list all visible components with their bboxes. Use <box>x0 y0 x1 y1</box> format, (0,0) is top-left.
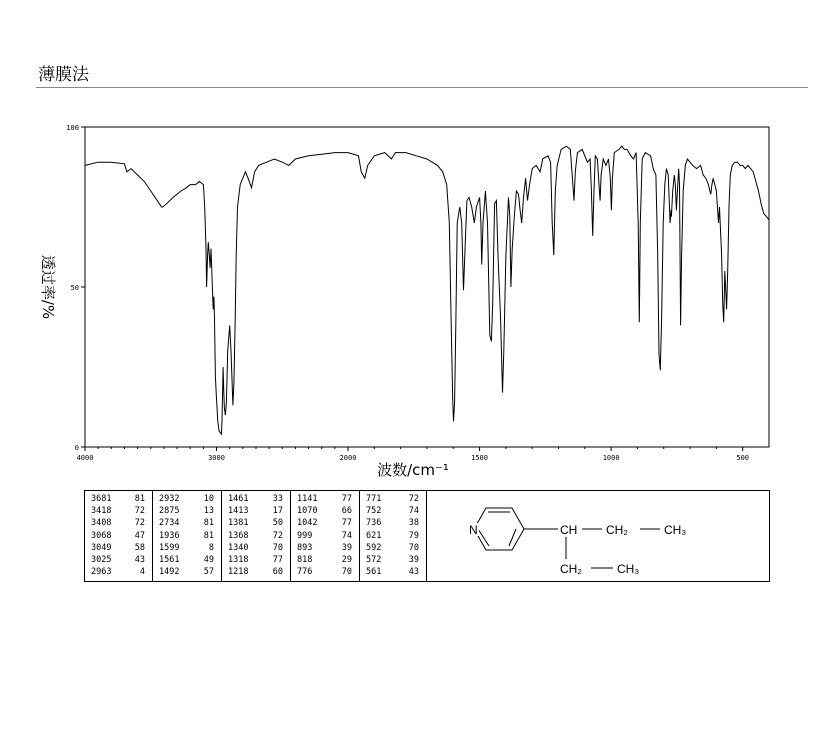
x-tick-label: 1500 <box>471 454 488 462</box>
y-tick-label: 0 <box>74 444 79 452</box>
peak-transmittance: 8 <box>208 542 214 553</box>
peak-wavenumber: 2734 <box>159 518 180 529</box>
group-ch-label: CH <box>560 523 578 537</box>
peak-wavenumber: 1461 <box>228 494 249 504</box>
peak-transmittance: 57 <box>203 567 214 578</box>
peak-wavenumber: 771 <box>366 494 382 504</box>
peak-wavenumber: 1340 <box>228 542 249 553</box>
x-tick-label: 4000 <box>76 454 94 462</box>
peak-transmittance: 74 <box>341 530 352 541</box>
peak-table-column <box>153 491 222 581</box>
peak-transmittance: 72 <box>408 494 419 504</box>
peak-wavenumber: 1561 <box>159 555 180 565</box>
peak-wavenumber: 1042 <box>297 518 318 529</box>
chemical-structure <box>426 491 770 581</box>
peak-transmittance: 81 <box>134 494 145 504</box>
peak-transmittance: 70 <box>341 567 352 578</box>
peak-transmittance: 66 <box>341 506 352 517</box>
peak-transmittance: 79 <box>408 530 419 541</box>
peak-wavenumber: 1413 <box>228 506 249 517</box>
group-ch3-lower-label: CH₃ <box>617 562 640 576</box>
ring-inner-bond <box>509 529 516 546</box>
peak-wavenumber: 2932 <box>159 494 180 504</box>
peak-transmittance: 29 <box>341 555 352 565</box>
peak-wavenumber: 572 <box>366 555 382 565</box>
peak-transmittance: 58 <box>134 542 145 553</box>
peak-transmittance: 47 <box>134 530 145 541</box>
peak-wavenumber: 3049 <box>91 542 112 553</box>
peak-table-column <box>85 491 153 581</box>
peak-wavenumber: 752 <box>366 506 382 517</box>
ring-inner-bond <box>478 529 489 546</box>
peak-wavenumber: 2875 <box>159 506 180 517</box>
peak-transmittance: 77 <box>341 494 352 504</box>
peak-transmittance: 10 <box>203 494 214 504</box>
group-ch3-label: CH₃ <box>664 523 687 537</box>
y-tick-label: 100 <box>66 124 79 132</box>
peak-table-column <box>291 491 360 581</box>
peak-transmittance: 81 <box>203 530 214 541</box>
peak-wavenumber: 736 <box>366 518 382 529</box>
group-ch2-lower-label: CH₂ <box>560 562 582 576</box>
peak-wavenumber: 893 <box>297 542 313 553</box>
peak-transmittance: 43 <box>134 555 145 565</box>
peak-transmittance: 81 <box>203 518 214 529</box>
ring-nitrogen-label: N <box>469 523 478 537</box>
peak-wavenumber: 3681 <box>91 494 112 504</box>
peak-wavenumber: 776 <box>297 567 313 578</box>
peak-wavenumber: 3068 <box>91 530 112 541</box>
x-axis-title: 波数/cm⁻¹ <box>377 461 449 479</box>
peak-transmittance: 50 <box>272 518 283 529</box>
peak-transmittance: 70 <box>408 542 419 553</box>
peak-wavenumber: 1381 <box>228 518 249 529</box>
peak-transmittance: 49 <box>203 555 214 565</box>
peak-transmittance: 72 <box>134 506 145 517</box>
plot-frame <box>85 127 769 447</box>
peak-wavenumber: 1936 <box>159 530 180 541</box>
peak-transmittance: 17 <box>272 506 283 517</box>
peak-transmittance: 39 <box>408 555 419 565</box>
peak-transmittance: 60 <box>272 567 283 578</box>
peak-wavenumber: 592 <box>366 542 382 553</box>
peak-wavenumber: 999 <box>297 530 313 541</box>
y-tick-label: 50 <box>70 284 79 292</box>
peak-transmittance: 77 <box>341 518 352 529</box>
group-ch2-label: CH₂ <box>606 523 628 537</box>
x-tick-label: 2000 <box>339 454 357 462</box>
peak-transmittance: 72 <box>272 530 283 541</box>
x-tick-label: 3000 <box>208 454 225 462</box>
peak-transmittance: 4 <box>139 567 145 578</box>
peak-wavenumber: 1368 <box>228 530 249 541</box>
spectrum-line <box>85 146 769 434</box>
y-axis-title: 透过率/% <box>39 254 57 320</box>
peak-table-column <box>222 491 291 581</box>
x-tick-label: 1000 <box>602 454 620 462</box>
peak-wavenumber: 2963 <box>91 567 112 578</box>
peak-wavenumber: 3025 <box>91 555 112 565</box>
peak-transmittance: 74 <box>408 506 419 517</box>
peak-transmittance: 77 <box>272 555 283 565</box>
peak-wavenumber: 1070 <box>297 506 318 517</box>
peak-transmittance: 39 <box>341 542 352 553</box>
peak-wavenumber: 818 <box>297 555 313 565</box>
peak-wavenumber: 1492 <box>159 567 180 578</box>
peak-wavenumber: 1141 <box>297 494 318 504</box>
peak-table-column <box>360 491 427 581</box>
peak-transmittance: 38 <box>408 518 419 529</box>
pyridine-ring <box>474 508 524 550</box>
peak-wavenumber: 561 <box>366 567 382 578</box>
peak-wavenumber: 1318 <box>228 555 249 565</box>
method-title: 薄膜法 <box>38 65 89 85</box>
peak-transmittance: 70 <box>272 542 283 553</box>
peak-wavenumber: 621 <box>366 530 382 541</box>
tick-layer <box>66 124 749 462</box>
peak-wavenumber: 3418 <box>91 506 112 517</box>
peak-wavenumber: 3408 <box>91 518 112 529</box>
peak-transmittance: 33 <box>272 494 283 504</box>
peak-wavenumber: 1218 <box>228 567 249 578</box>
peak-transmittance: 13 <box>203 506 214 517</box>
peak-wavenumber: 1599 <box>159 542 180 553</box>
x-tick-label: 500 <box>736 454 750 462</box>
peak-transmittance: 72 <box>134 518 145 529</box>
peak-transmittance: 43 <box>408 567 419 578</box>
